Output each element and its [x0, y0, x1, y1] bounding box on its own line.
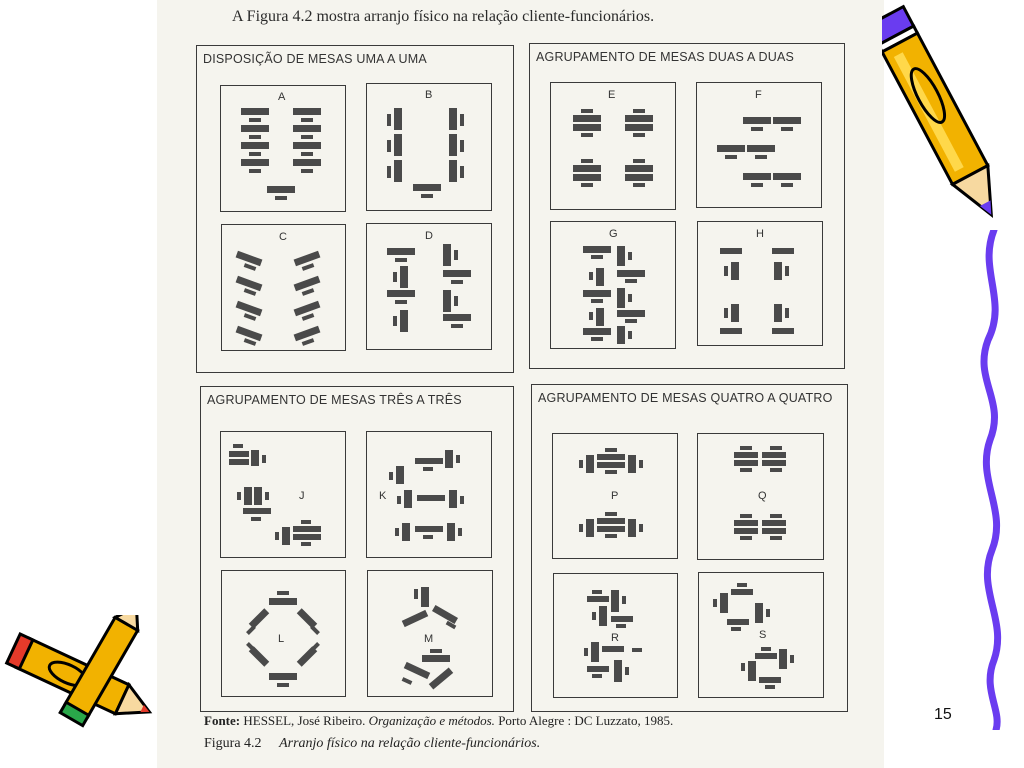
chair	[414, 589, 418, 599]
panel-label: L	[278, 633, 285, 645]
chair	[770, 468, 782, 472]
chair	[751, 183, 763, 187]
chair	[781, 127, 793, 131]
chair	[277, 683, 289, 687]
chair	[633, 109, 645, 113]
source-publisher: Porto Alegre : DC Luzzato, 1985.	[498, 713, 674, 728]
panel-d	[366, 223, 492, 350]
chair	[581, 133, 593, 137]
chair	[249, 152, 261, 156]
group-title: AGRUPAMENTO DE MESAS DUAS A DUAS	[536, 50, 795, 64]
desk	[587, 596, 609, 602]
desk	[429, 667, 453, 689]
chair	[592, 674, 602, 678]
desk	[743, 173, 771, 180]
desk	[241, 108, 269, 115]
desk	[720, 593, 728, 613]
desk	[762, 460, 786, 466]
panel-j	[220, 431, 346, 558]
chair	[785, 266, 789, 276]
desk	[779, 649, 787, 669]
desk	[293, 108, 321, 115]
desk	[400, 310, 408, 332]
panel-s	[698, 572, 824, 698]
desk	[394, 108, 402, 130]
desk	[229, 451, 249, 457]
desk	[443, 290, 451, 312]
desk	[293, 125, 321, 132]
desk	[625, 165, 653, 172]
panel-g	[550, 221, 676, 349]
chair	[460, 140, 464, 152]
desk	[773, 173, 801, 180]
wavy-line	[968, 230, 1018, 730]
chair	[628, 294, 632, 302]
panel-f	[696, 82, 822, 208]
desk	[404, 662, 431, 679]
chair	[389, 472, 393, 480]
desk	[254, 487, 262, 505]
chair	[724, 308, 728, 318]
chair	[633, 183, 645, 187]
chair	[591, 255, 603, 259]
chair	[625, 319, 637, 323]
chair	[591, 337, 603, 341]
chair	[423, 535, 433, 539]
desk	[422, 655, 450, 662]
desk	[293, 526, 321, 532]
group-title: AGRUPAMENTO DE MESAS QUATRO A QUATRO	[538, 391, 833, 405]
chair	[301, 520, 311, 524]
panel-b	[366, 83, 492, 211]
panel-label: J	[299, 490, 305, 502]
desk	[617, 246, 625, 266]
desk	[602, 646, 624, 652]
desk	[241, 125, 269, 132]
chair	[387, 114, 391, 126]
desk	[413, 184, 441, 191]
desk	[625, 124, 653, 131]
desk	[625, 115, 653, 122]
desk	[731, 304, 739, 322]
panel-label: S	[759, 629, 767, 641]
desk	[443, 270, 471, 277]
chair	[625, 667, 629, 675]
chair	[632, 648, 642, 652]
desk	[447, 523, 455, 541]
panel-label: M	[424, 633, 434, 645]
chair	[454, 250, 458, 260]
source-label: Fonte:	[204, 713, 241, 728]
chair	[765, 685, 775, 689]
chair	[579, 460, 583, 468]
chair	[249, 135, 261, 139]
desk	[617, 270, 645, 277]
chair	[387, 140, 391, 152]
desk	[587, 666, 609, 672]
desk	[241, 142, 269, 149]
chair	[605, 448, 617, 452]
chair	[633, 159, 645, 163]
chair	[451, 324, 463, 328]
chair	[275, 196, 287, 200]
chair	[781, 183, 793, 187]
desk	[755, 653, 777, 659]
chair	[301, 169, 313, 173]
panel-label: R	[611, 632, 619, 644]
desk	[597, 462, 625, 468]
panel-label: B	[425, 89, 433, 101]
panel-a	[220, 85, 346, 212]
desk	[734, 452, 758, 458]
chair	[584, 648, 588, 656]
desk	[597, 518, 625, 524]
desk	[267, 186, 295, 193]
source-author: HESSEL, José Ribeiro.	[243, 713, 366, 728]
figure-caption	[204, 736, 540, 752]
chair	[302, 338, 315, 346]
chair	[766, 609, 770, 617]
desk	[614, 660, 622, 682]
chair	[310, 625, 320, 635]
panel-e	[550, 82, 676, 210]
desk	[747, 145, 775, 152]
chair	[262, 455, 266, 463]
source-citation	[204, 713, 673, 729]
desk	[734, 520, 758, 526]
panel-label: C	[279, 231, 287, 243]
page-number: 15	[934, 706, 952, 723]
desk	[586, 519, 594, 537]
desk	[773, 117, 801, 124]
group-title: DISPOSIÇÃO DE MESAS UMA A UMA	[203, 52, 427, 66]
panel-k	[366, 431, 492, 558]
desk	[762, 520, 786, 526]
desk	[387, 290, 415, 297]
chair	[605, 512, 617, 516]
chair	[301, 152, 313, 156]
chair	[301, 118, 313, 122]
chair	[592, 612, 596, 620]
desk	[229, 459, 249, 465]
desk	[611, 616, 633, 622]
chair	[737, 583, 747, 587]
chair	[233, 444, 243, 448]
desk	[583, 328, 611, 335]
chair	[301, 542, 311, 546]
desk	[583, 246, 611, 253]
chair	[246, 625, 256, 635]
chair	[751, 127, 763, 131]
chair	[393, 316, 397, 326]
chair	[395, 258, 407, 262]
pencil-top-right-icon	[882, 2, 1002, 242]
panel-label: Q	[758, 490, 767, 502]
chair	[622, 596, 626, 604]
desk	[443, 244, 451, 266]
chair	[421, 194, 433, 198]
desk	[617, 310, 645, 317]
desk	[731, 262, 739, 280]
chair	[770, 514, 782, 518]
desk	[583, 290, 611, 297]
panel-label: F	[755, 89, 762, 101]
chair	[423, 467, 433, 471]
desk	[573, 165, 601, 172]
desk	[774, 262, 782, 280]
desk	[396, 466, 404, 484]
panel-label: K	[379, 490, 387, 502]
desk	[774, 304, 782, 322]
chair	[616, 624, 626, 628]
chair	[770, 446, 782, 450]
chair	[605, 470, 617, 474]
panel-l	[221, 570, 346, 697]
chair	[302, 263, 315, 271]
chair	[625, 279, 637, 283]
desk	[402, 523, 410, 541]
desk	[628, 455, 636, 473]
desk	[269, 673, 297, 680]
desk	[417, 495, 445, 501]
panel-c	[221, 224, 346, 351]
chair	[456, 455, 460, 463]
chair	[761, 647, 771, 651]
desk	[449, 160, 457, 182]
chair	[589, 272, 593, 280]
chair	[725, 155, 737, 159]
desk	[293, 142, 321, 149]
panel-m	[367, 570, 493, 697]
chair	[397, 496, 401, 504]
desk	[617, 326, 625, 344]
chair	[740, 536, 752, 540]
desk	[596, 308, 604, 326]
desk	[404, 490, 412, 508]
desk	[387, 248, 415, 255]
desk	[394, 134, 402, 156]
desk	[617, 288, 625, 308]
panel-p	[552, 433, 678, 559]
chair	[275, 532, 279, 540]
desk	[596, 268, 604, 286]
chair	[460, 166, 464, 178]
chair	[387, 166, 391, 178]
desk	[449, 134, 457, 156]
chair	[249, 118, 261, 122]
chair	[755, 155, 767, 159]
desk	[241, 159, 269, 166]
desk	[762, 452, 786, 458]
desk	[282, 527, 290, 545]
desk	[251, 450, 259, 466]
chair	[724, 266, 728, 276]
chair	[301, 135, 313, 139]
desk	[293, 159, 321, 166]
chair	[460, 496, 464, 504]
desk	[243, 508, 271, 514]
chair	[579, 524, 583, 532]
panel-label: A	[278, 91, 286, 103]
desk	[432, 605, 458, 624]
desk	[443, 314, 471, 321]
caption-number: Figura 4.2	[204, 736, 262, 751]
desk	[449, 490, 457, 508]
chair	[713, 599, 717, 607]
desk	[573, 115, 601, 122]
chair	[460, 114, 464, 126]
chair	[277, 591, 289, 595]
chair	[592, 590, 602, 594]
desk	[734, 460, 758, 466]
chair	[302, 288, 315, 296]
intro-text: A Figura 4.2 mostra arranjo físico na relação cliente-funcionários.	[232, 8, 655, 25]
chair	[393, 272, 397, 282]
desk	[591, 642, 599, 662]
desk	[573, 174, 601, 181]
desk	[717, 145, 745, 152]
panel-h	[697, 221, 823, 346]
chair	[451, 280, 463, 284]
chair	[628, 252, 632, 260]
desk	[449, 108, 457, 130]
desk	[762, 528, 786, 534]
desk	[293, 534, 321, 540]
desk	[573, 124, 601, 131]
panel-label: D	[425, 230, 433, 242]
chair	[741, 663, 745, 671]
desk	[415, 526, 443, 532]
panel-label: E	[608, 89, 616, 101]
desk	[727, 619, 749, 625]
panel-q	[697, 433, 824, 560]
desk	[400, 266, 408, 288]
chair	[633, 133, 645, 137]
chair	[395, 528, 399, 536]
chair	[581, 109, 593, 113]
chair	[581, 159, 593, 163]
chair	[591, 299, 603, 303]
desk	[720, 248, 742, 254]
desk	[772, 248, 794, 254]
source-title: Organização e métodos.	[368, 713, 495, 728]
chair	[430, 649, 442, 653]
desk	[445, 450, 453, 468]
chair	[237, 492, 241, 500]
desk	[772, 328, 794, 334]
panel-label: H	[756, 228, 764, 240]
chair	[265, 492, 269, 500]
desk	[415, 458, 443, 464]
chair	[249, 169, 261, 173]
chair	[395, 300, 407, 304]
desk	[394, 160, 402, 182]
caption-title: Arranjo físico na relação cliente-funcionários.	[279, 736, 541, 751]
chair	[454, 296, 458, 306]
chair	[605, 534, 617, 538]
chair	[731, 627, 741, 631]
desk	[421, 587, 429, 607]
desk	[748, 661, 756, 681]
chair	[628, 331, 632, 339]
chair	[402, 677, 413, 685]
desk	[759, 677, 781, 683]
desk	[743, 117, 771, 124]
chair	[740, 514, 752, 518]
chair	[785, 308, 789, 318]
chair	[302, 313, 315, 321]
desk	[597, 526, 625, 532]
desk	[244, 487, 252, 505]
crayons-bottom-left-icon	[0, 615, 160, 765]
chair	[740, 446, 752, 450]
chair	[639, 460, 643, 468]
panel-label: P	[611, 490, 619, 502]
desk	[625, 174, 653, 181]
panel-r	[553, 573, 678, 698]
desk	[755, 603, 763, 623]
desk	[402, 610, 429, 627]
group-title: AGRUPAMENTO DE MESAS TRÊS A TRÊS	[207, 393, 462, 407]
chair	[458, 528, 462, 536]
chair	[589, 312, 593, 320]
desk	[586, 455, 594, 473]
chair	[770, 536, 782, 540]
desk	[599, 606, 607, 626]
chair	[581, 183, 593, 187]
desk	[734, 528, 758, 534]
desk	[731, 589, 753, 595]
chair	[251, 517, 261, 521]
desk	[269, 598, 297, 605]
chair	[740, 468, 752, 472]
desk	[628, 519, 636, 537]
chair	[639, 524, 643, 532]
chair	[790, 655, 794, 663]
desk	[611, 590, 619, 612]
desk	[597, 454, 625, 460]
desk	[720, 328, 742, 334]
panel-label: G	[609, 228, 618, 240]
